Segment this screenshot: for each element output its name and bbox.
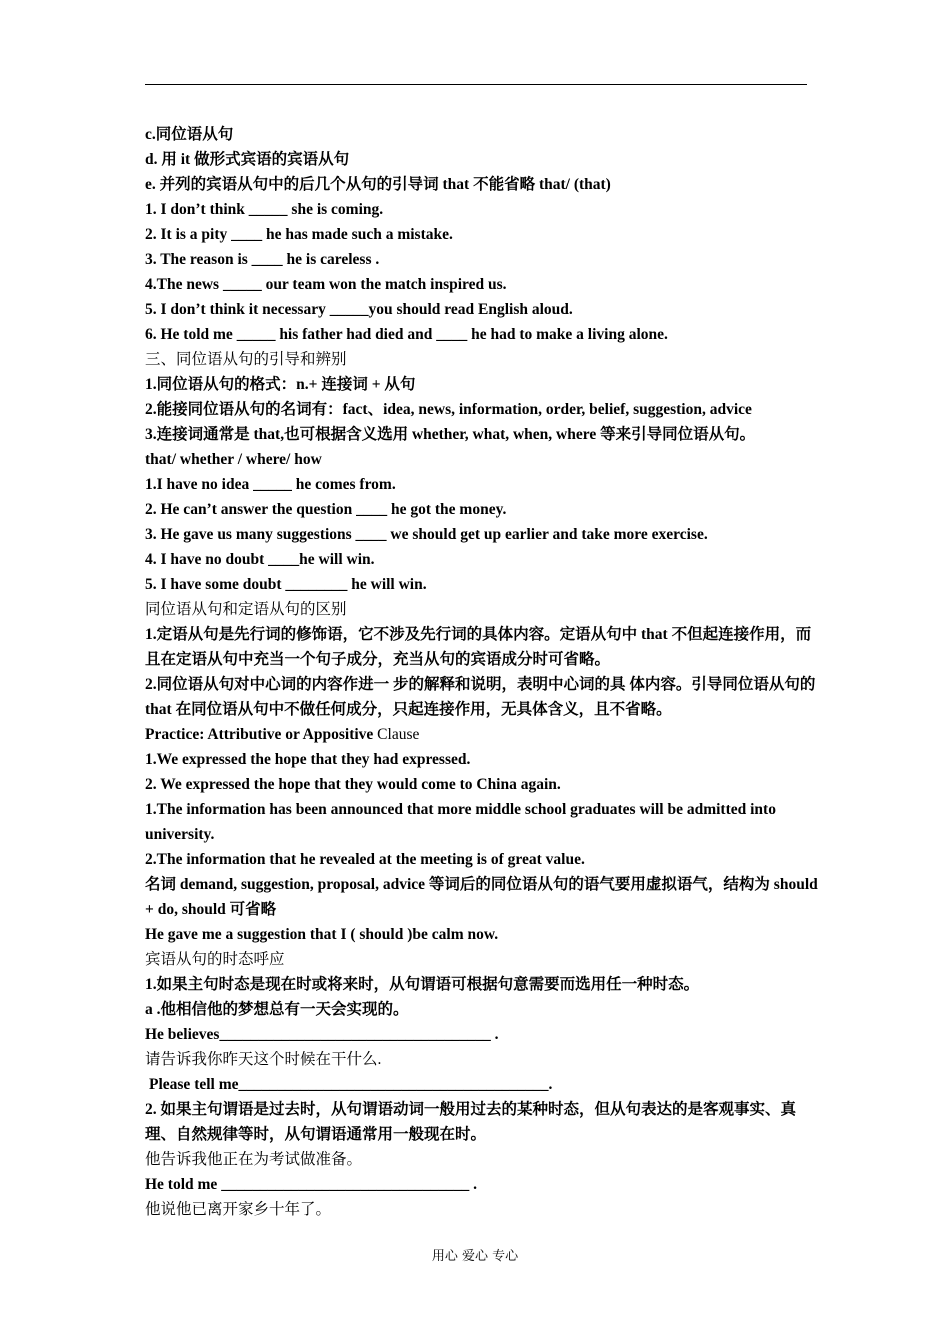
text-line: that/ whether / where/ how [145,451,322,468]
text-line: 请告诉我你昨天这个时候在干什么. [145,1051,382,1068]
exercise-line: 2. He can’t answer the question ____ he got the money. [145,501,507,518]
exercise-line: 3. The reason is ____ he is careless . [145,251,380,268]
exercise-line: 1.We expressed the hope that they had expressed. [145,751,471,768]
exercise-line: 4. I have no doubt ____he will win. [145,551,375,568]
exercise-line: 3. He gave us many suggestions ____ we should get up earlier and take more exercise. [145,526,708,543]
exercise-line: 5. I have some doubt ________ he will win. [145,576,427,593]
section-heading: 同位语从句和定语从句的区别 [145,601,347,618]
exercise-line: 4.The news _____ our team won the match inspired us. [145,276,507,293]
exercise-line: 5. I don’t think it necessary _____you should read English aloud. [145,301,573,318]
exercise-line: 2. We expressed the hope that they would come to China again. [145,776,561,793]
text-line: d. 用 it 做形式宾语的宾语从句 [145,151,350,168]
text-line: 他告诉我他正在为考试做准备。 [145,1151,363,1168]
exercise-line: 6. He told me _____ his father had died and ____ he had to make a living alone. [145,326,668,343]
text-line: a .他相信他的梦想总有一天会实现的。 [145,1001,409,1018]
practice-title: Practice: Attributive or Appositive [145,726,374,743]
text-line: 1.同位语从句的格式：n.+ 连接词 + 从句 [145,376,416,393]
fill-in-line: Please tell me________________________________________. [149,1076,553,1093]
text-line: 2.能接同位语从句的名词有：fact、idea, news, information, order, belief, suggestion, advice [145,401,752,418]
exercise-line: 1.I have no idea _____ he comes from. [145,476,396,493]
practice-title-suffix: Clause [377,726,420,743]
paragraph: 名词 demand, suggestion, proposal, advice 等词后的同位语从句的语气要用虚拟语气，结构为 should + do, should 可省略 [145,876,818,918]
text-line: 他说他已离开家乡十年了。 [145,1201,332,1218]
paragraph: 1.定语从句是先行词的修饰语，它不涉及先行词的具体内容。定语从句中 that 不但起连接作用，而且在定语从句中充当一个句子成分，充当从句的宾语成分时可省略。 [145,626,812,668]
text-line: 1.如果主句时态是现在时或将来时，从句谓语可根据句意需要而选用任一种时态。 [145,976,700,993]
text-line: e. 并列的宾语从句中的后几个从句的引导词 that 不能省略 that/ (that) [145,176,611,193]
header-rule [145,84,807,85]
page-footer: 用心 爱心 专心 [431,1249,519,1264]
section-heading: 三、同位语从句的引导和辨别 [145,351,347,368]
document-body [145,122,820,1222]
exercise-line: 1. I don’t think _____ she is coming. [145,201,384,218]
exercise-line: 1.The information has been announced that more middle school graduates will be admitted into university. [145,801,776,843]
exercise-line: He gave me a suggestion that I ( should )be calm now. [145,926,499,943]
paragraph: 2. 如果主句谓语是过去时，从句谓语动词一般用过去的某种时态，但从句表达的是客观事实、真理、自然规律等时，从句谓语通常用一般现在时。 [145,1101,797,1143]
fill-in-line: He believes___________________________________ . [145,1026,499,1043]
fill-in-line: He told me ________________________________ . [145,1176,477,1193]
text-line: c.同位语从句 [145,126,234,143]
exercise-line: 2.The information that he revealed at the meeting is of great value. [145,851,585,868]
section-heading: 宾语从句的时态呼应 [145,951,285,968]
practice-heading [145,722,820,747]
text-line: 3.连接词通常是 that,也可根据含义选用 whether, what, when, where 等来引导同位语从句。 [145,426,756,443]
paragraph: 2.同位语从句对中心词的内容作进一 步的解释和说明，表明中心词的具 体内容。引导同位语从句的 that 在同位语从句中不做任何成分，只起连接作用，无具体含义，且不省略。 [145,676,816,718]
exercise-line: 2. It is a pity ____ he has made such a mistake. [145,226,453,243]
